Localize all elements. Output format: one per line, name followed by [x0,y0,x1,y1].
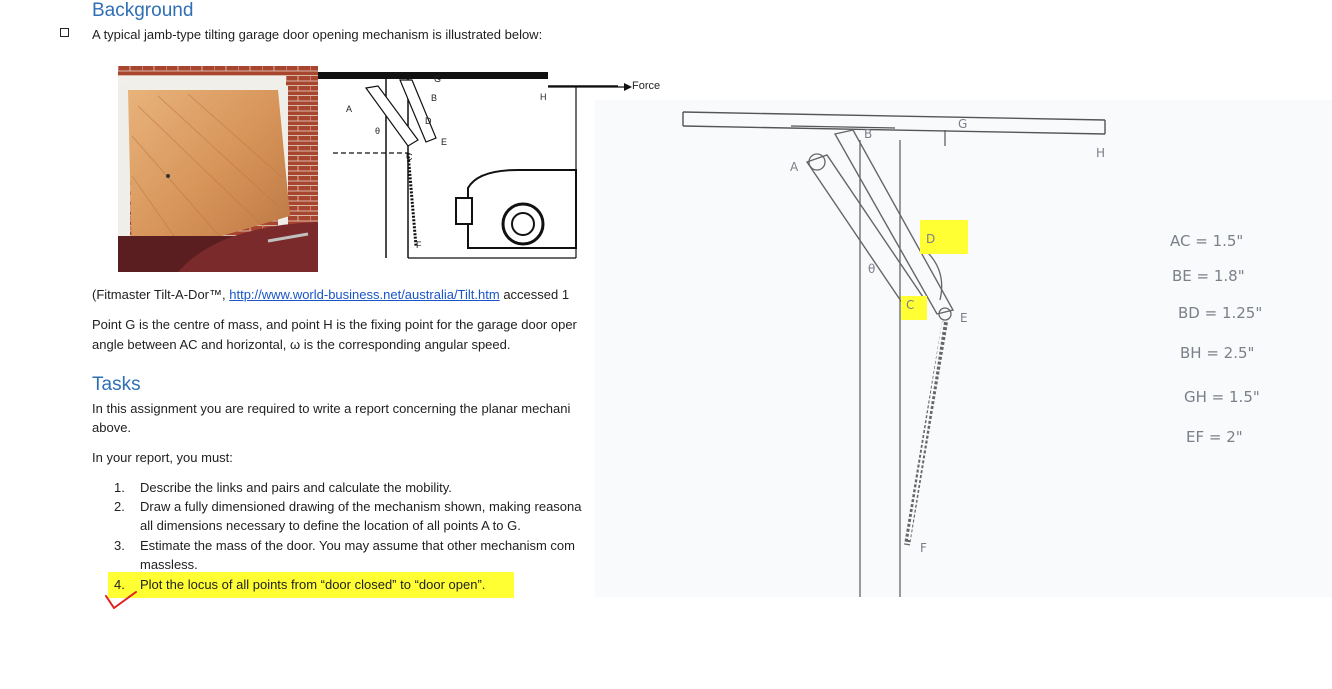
diagram-label-theta: θ [375,126,381,136]
sketch-label-a: A [790,160,799,174]
dimension-ef: EF = 2" [1186,428,1243,446]
citation [92,285,595,304]
list-item-3 [114,536,595,555]
tasks-line1: In this assignment you are required to write a report concerning the planar mechani [92,401,571,416]
list-item-text: Estimate the mass of the door. You may assume that other mechanism com [140,538,575,553]
citation-prefix: (Fitmaster Tilt-A-Dor™, [92,287,230,302]
diagram-label-g: G [434,74,442,84]
garage-door-photo [118,66,318,272]
citation-link[interactable]: http://www.world-business.net/australia/Tilt.htm [229,287,500,302]
point-description-line1: Point G is the centre of mass, and point H is the fixing point for the garage door oper [92,317,577,332]
sketch-label-theta: θ [868,262,876,276]
sketch-label-f: F [920,541,927,555]
point-description-line2: angle between AC and horizontal, ω is the corresponding angular speed. [92,337,511,352]
force-label: Force [632,80,661,92]
diagram-label-d: D [425,116,432,126]
checkbox[interactable] [60,28,69,37]
tasks-line2: above. [92,420,132,435]
sketch-label-h: H [1096,146,1106,160]
list-item-4 [114,575,485,594]
tick-icon [104,588,138,612]
tasks-heading: Tasks [92,374,141,395]
list-item-2-continued: all dimensions necessary to define the location of all points A to G. [140,518,521,533]
list-item-2 [114,497,595,516]
diagram-label-a: A [346,104,353,114]
intro-text: A typical jamb-type tilting garage door opening mechanism is illustrated below: [92,27,543,42]
citation-suffix: accessed 1 [499,287,570,302]
diagram-label-f: F [416,240,422,250]
background-heading: Background [92,0,194,21]
sketch-label-b: B [864,127,873,141]
dimension-bh: BH = 2.5" [1180,344,1255,362]
sketch-label-d: D [926,232,936,246]
list-item-number: 4. [114,577,125,592]
force-arrow-icon [548,80,632,94]
dimension-gh: GH = 1.5" [1184,388,1260,406]
list-item-text: Plot the locus of all points from “door closed” to “door open”. [140,577,486,592]
diagram-label-e: E [441,137,448,147]
dimension-ac: AC = 1.5" [1170,232,1244,250]
dimension-bd: BD = 1.25" [1178,304,1263,322]
diagram-label-c: C [406,152,413,162]
list-item-1 [114,478,595,497]
list-item-text: Describe the links and pairs and calculate the mobility. [140,480,452,495]
must-text: In your report, you must: [92,450,233,465]
sketch-label-g: G [958,117,968,131]
dimension-be: BE = 1.8" [1172,267,1245,285]
list-item-number: 2. [114,499,125,514]
list-item-3-continued: massless. [140,557,198,572]
diagram-label-b: B [431,93,438,103]
diagram-label-h: H [540,92,547,102]
list-item-number: 1. [114,480,125,495]
sketch-label-e: E [960,311,968,325]
list-item-text: Draw a fully dimensioned drawing of the mechanism shown, making reasona [140,499,582,514]
list-item-number: 3. [114,538,125,553]
sketch-label-c: C [906,298,915,312]
